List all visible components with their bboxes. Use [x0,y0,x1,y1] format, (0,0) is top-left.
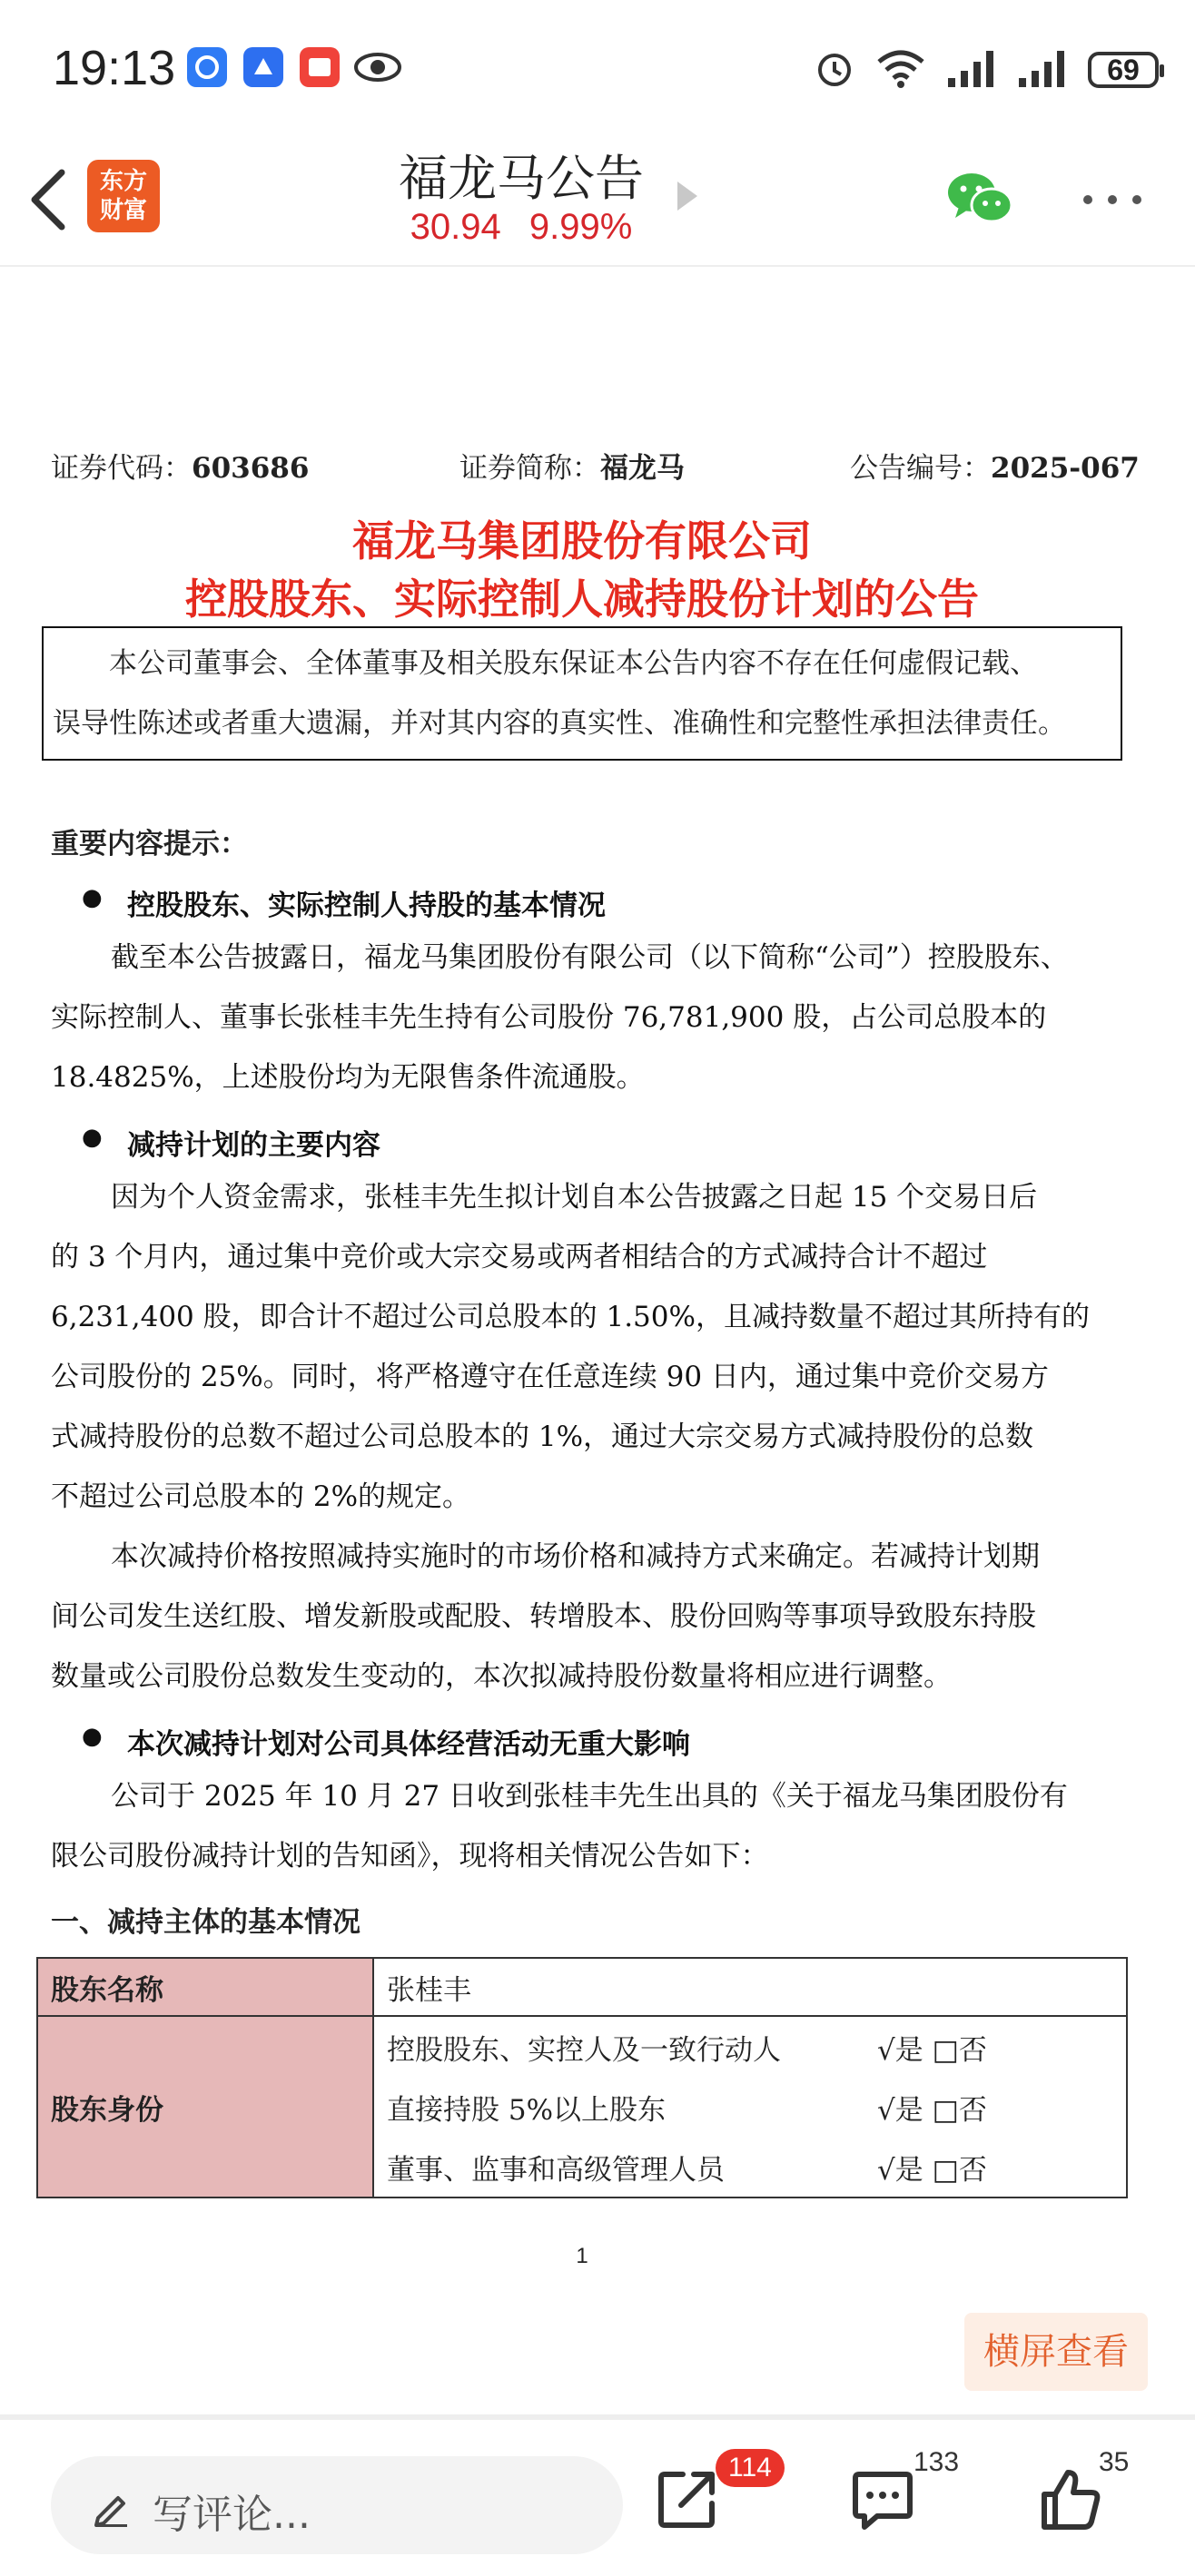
like-button[interactable] [1037,2467,1102,2536]
status-bar [0,0,1195,136]
share-count-badge: 114 [716,2449,785,2487]
comment-icon [850,2467,915,2532]
bullet-heading: ● 控股股东、实际控制人持股的基本情况 [127,882,606,923]
table-header-cell: 股东名称 [37,1958,373,2016]
more-icon[interactable] [1081,191,1144,212]
top-nav-bar [0,136,1195,267]
expand-arrow-icon[interactable] [674,176,701,220]
share-icon [656,2467,719,2531]
wifi-icon [875,47,926,93]
paragraph: 截至本公告披露日，福龙马集团股份有限公司（以下简称“公司”）控股股东、 实际控制人、董事长张桂丰先生持有公司股份 76,781,900 股，占公司总股本的 18.4825%，上述股份均为无限售条件流通股。 [51,941,1069,1094]
battery-icon: 69 [1088,52,1159,88]
table-header-cell: 股东身份 [37,2016,373,2197]
like-count: 35 [1099,2447,1130,2477]
identity-option: 控股股东、实控人及一致行动人 √是 □否 [387,2033,987,2067]
thumbs-up-icon [1037,2467,1102,2532]
document-title-line1: 福龙马集团股份有限公司 [352,516,812,565]
eye-icon [352,47,403,91]
identity-option: 直接持股 5%以上股东 √是 □否 [387,2093,987,2127]
landscape-view-button[interactable]: 横屏查看 [964,2313,1148,2391]
security-abbr: 证券简称：福龙马 [459,452,685,485]
paragraph: 公司于 2025 年 10 月 27 日收到张桂丰先生出具的《关于福龙马集团股份有 限公司股份减持计划的告知函》，现将相关情况公告如下： [51,1780,1068,1873]
shareholder-table [36,1957,1128,2198]
signal-icon [1017,47,1068,93]
stock-quote[interactable] [0,207,1042,248]
signal-icon [946,47,997,93]
table-row [37,1958,1127,2016]
comment-input[interactable] [51,2456,623,2554]
app-logo[interactable]: 东方 财富 [87,160,160,232]
notice-number: 公告编号：2025-067 [850,452,1140,485]
document-title-line2: 控股股东、实际控制人减持股份计划的公告 [185,575,979,624]
page-title: 福龙马公告 [399,150,644,207]
table-cell [373,2016,1127,2197]
table-cell: 张桂丰 [373,1958,1127,2016]
share-button[interactable] [656,2467,719,2534]
table-row [37,2016,1127,2197]
comment-button[interactable] [850,2467,915,2536]
document-meta [51,445,1140,485]
status-time: 19:13 [53,41,176,95]
declaration-box: 本公司董事会、全体董事及相关股东保证本公告内容不存在任何虚假记载、 误导性陈述或者重大遗漏，并对其内容的真实性、准确性和完整性承担法律责任。 [42,626,1122,761]
stock-change: 9.99% [528,207,633,247]
section-heading: 一、减持主体的基本情况 [51,1906,360,1939]
wechat-share-icon[interactable] [944,167,1017,234]
app-notification-icon [243,47,283,87]
identity-option: 董事、监事和高级管理人员 √是 □否 [387,2153,987,2187]
paragraph: 因为个人资金需求，张桂丰先生拟计划自本公告披露之日起 15 个交易日后 的 3 个月内，通过集中竞价或大宗交易或两者相结合的方式减持合计不超过 6,231,400 股，即合计不超过公司总股本的 1.50%，且减持数量不超过其所持有的 公司股份的 25%。同时，将严格遵守在任意连续 90 日内，通过集中竞价交易方 式减持股份的总数不超过公司总股本的 1%，通过大宗交易方式减持股份的总数 不超过公司总股本的 2%的规定。 [51,1181,1090,1513]
announcement-document [0,265,1195,2316]
bullet-heading: ● 减持计划的主要内容 [127,1122,380,1163]
bullet-heading: ● 本次减持计划对公司具体经营活动无重大影响 [127,1721,690,1762]
pencil-icon [91,2485,133,2527]
security-code: 证券代码：603686 [51,452,310,485]
bottom-action-bar [0,2414,1195,2576]
key-points-heading: 重要内容提示： [51,828,248,860]
comment-placeholder: 写评论... [153,2492,311,2538]
comment-count: 133 [914,2447,960,2477]
stock-price: 30.94 [410,207,501,247]
page-number: 1 [576,2244,588,2268]
app-notification-icon [300,47,340,87]
app-notification-icon [187,47,227,87]
alarm-icon [814,47,855,93]
paragraph: 本次减持价格按照减持实施时的市场价格和减持方式来确定。若减持计划期 间公司发生送红股、增发新股或配股、转增股本、股份回购等事项导致股东持股 数量或公司股份总数发生变动的，本次拟减持股份数量将相应进行调整。 [51,1540,1040,1693]
